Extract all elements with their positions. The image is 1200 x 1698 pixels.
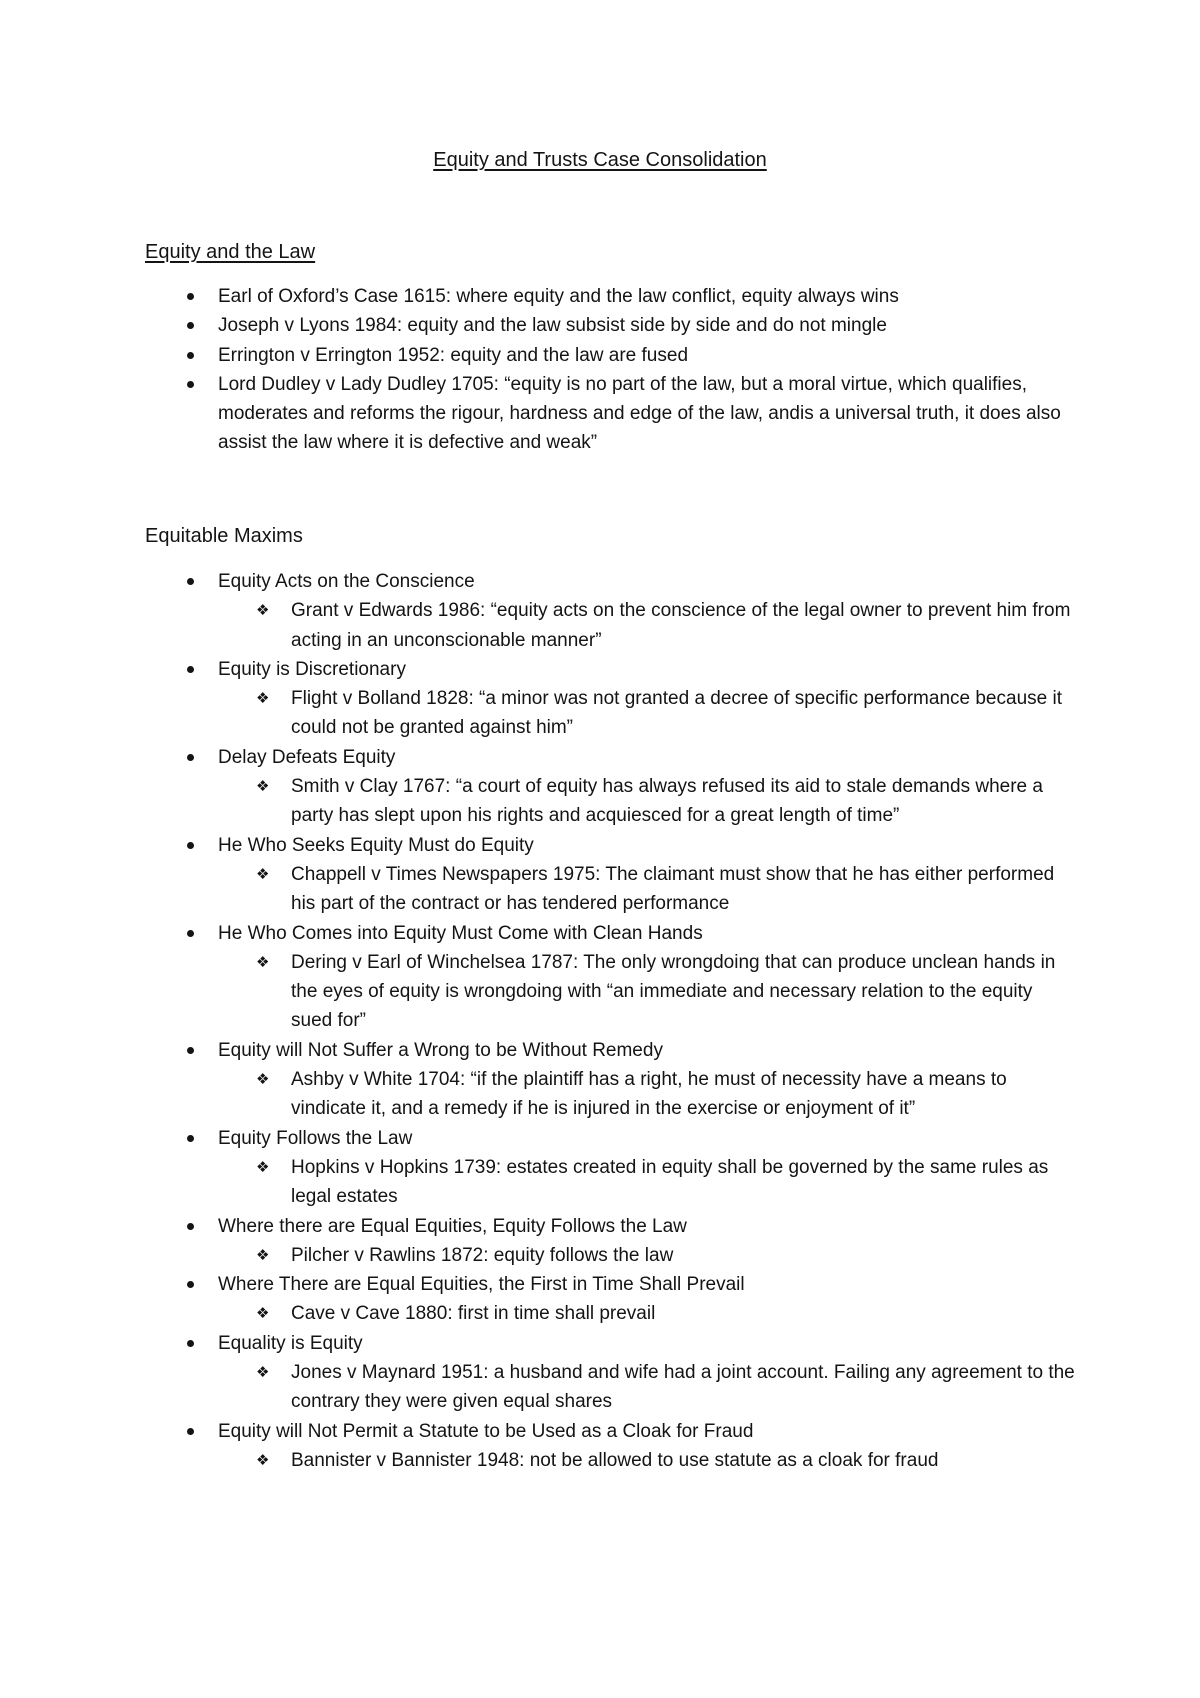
maxim-label: He Who Comes into Equity Must Come with Clean Hands	[218, 922, 703, 944]
diamond-icon: ❖	[256, 952, 270, 971]
case-text: Dering v Earl of Winchelsea 1787: The only wrongdoing that can produce unclean hands in the eyes of equity is wrongdoing with “an immediate and necessary relation to the equity sued for”	[291, 951, 1056, 1032]
equity-and-law-list	[0, 282, 1200, 458]
list-item-text: Errington v Errington 1952: equity and the law are fused	[218, 344, 689, 366]
page-title: Equity and Trusts Case Consolidation	[433, 149, 767, 171]
case-text: Grant v Edwards 1986: “equity acts on the conscience of the legal owner to prevent him from acting in an unconscionable manner”	[291, 600, 1071, 651]
maxim-item	[0, 1124, 1073, 1212]
maxim-item	[0, 743, 1073, 831]
maxim-item	[0, 919, 1073, 1036]
maxim-item	[0, 1212, 1073, 1271]
maxim-label: He Who Seeks Equity Must do Equity	[218, 834, 534, 856]
list-item-text: Lord Dudley v Lady Dudley 1705: “equity is no part of the law, but a moral virtue, which qualifies, moderates and reforms the rigour, hardness and edge of the law, andis a universal truth, it does also assist the law where it is defective and weak”	[218, 373, 1061, 454]
case-item	[0, 1299, 1076, 1328]
diamond-icon: ❖	[256, 1363, 270, 1382]
case-text: Smith v Clay 1767: “a court of equity has always refused its aid to stale demands where a party has slept upon his rights and acquiesced for a great length of time”	[291, 776, 1043, 827]
case-text: Pilcher v Rawlins 1872: equity follows the law	[291, 1244, 674, 1266]
maxim-label: Where there are Equal Equities, Equity Follows the Law	[218, 1215, 687, 1237]
section-heading-equity-and-the-law: Equity and the Law	[145, 241, 316, 263]
case-item	[0, 684, 1076, 743]
bullet-dot-icon	[187, 1428, 194, 1435]
maxim-item	[0, 1036, 1073, 1124]
case-item	[0, 1358, 1076, 1417]
list-item-text: Earl of Oxford’s Case 1615: where equity and the law conflict, equity always wins	[218, 286, 899, 307]
maxim-label: Delay Defeats Equity	[218, 746, 396, 768]
bullet-dot-icon	[187, 1340, 194, 1347]
diamond-icon: ❖	[256, 777, 270, 796]
case-text: Hopkins v Hopkins 1739: estates created in equity shall be governed by the same rules as legal estates	[291, 1156, 1049, 1208]
list-item	[0, 370, 1073, 458]
case-item	[0, 596, 1076, 655]
case-item	[0, 1241, 1076, 1270]
case-item	[0, 948, 1076, 1036]
list-item-text: Joseph v Lyons 1984: equity and the law subsist side by side and do not mingle	[218, 315, 887, 337]
case-text: Ashby v White 1704: “if the plaintiff has a right, he must of necessity have a means to vindicate it, and a remedy if he is injured in the exercise or enjoyment of it”	[291, 1069, 1007, 1120]
maxim-item	[0, 1329, 1073, 1417]
maxim-label: Where There are Equal Equities, the First in Time Shall Prevail	[218, 1274, 745, 1296]
bullet-dot-icon	[187, 754, 194, 761]
bullet-dot-icon	[187, 1135, 194, 1142]
case-text: Bannister v Bannister 1948: not be allowed to use statute as a cloak for fraud	[291, 1449, 939, 1471]
case-text: Flight v Bolland 1828: “a minor was not granted a decree of specific performance because it could not be granted against him”	[291, 688, 1062, 739]
bullet-dot-icon	[187, 293, 194, 300]
bullet-dot-icon	[187, 1223, 194, 1230]
maxim-label: Equity will Not Suffer a Wrong to be Without Remedy	[218, 1039, 663, 1061]
list-item	[0, 282, 1073, 311]
maxim-item	[0, 831, 1073, 919]
diamond-icon: ❖	[256, 689, 270, 708]
case-item	[0, 860, 1076, 919]
case-item	[0, 1065, 1076, 1124]
bullet-dot-icon	[187, 1281, 194, 1288]
section-heading-equitable-maxims: Equitable Maxims	[145, 525, 303, 547]
equitable-maxims-list	[0, 567, 1200, 1475]
case-text: Chappell v Times Newspapers 1975: The claimant must show that he has either performed his part of the contract or has tendered performance	[291, 863, 1055, 915]
maxim-label: Equality is Equity	[218, 1332, 363, 1354]
diamond-icon: ❖	[256, 1070, 270, 1089]
diamond-icon: ❖	[256, 864, 270, 883]
case-text: Jones v Maynard 1951: a husband and wife had a joint account. Failing any agreement to the contrary they were given equal shares	[291, 1362, 1075, 1413]
bullet-dot-icon	[187, 666, 194, 673]
list-item	[0, 311, 1073, 340]
diamond-icon: ❖	[256, 601, 270, 620]
maxim-item	[0, 655, 1073, 743]
maxim-item	[0, 1417, 1073, 1476]
case-item	[0, 772, 1076, 831]
maxim-item	[0, 1270, 1073, 1329]
diamond-icon: ❖	[256, 1450, 270, 1469]
case-item	[0, 1153, 1076, 1212]
bullet-dot-icon	[187, 930, 194, 937]
maxim-label: Equity Follows the Law	[218, 1127, 413, 1149]
maxim-item	[0, 567, 1073, 655]
list-item	[0, 341, 1073, 370]
diamond-icon: ❖	[256, 1157, 270, 1176]
bullet-dot-icon	[187, 842, 194, 849]
case-text: Cave v Cave 1880: first in time shall prevail	[291, 1303, 656, 1325]
case-item	[0, 1446, 1076, 1475]
maxim-label: Equity will Not Permit a Statute to be Used as a Cloak for Fraud	[218, 1420, 754, 1442]
diamond-icon: ❖	[256, 1304, 270, 1323]
bullet-dot-icon	[187, 1047, 194, 1054]
bullet-dot-icon	[187, 352, 194, 359]
diamond-icon: ❖	[256, 1245, 270, 1264]
maxim-label: Equity Acts on the Conscience	[218, 571, 475, 592]
bullet-dot-icon	[187, 322, 194, 329]
bullet-dot-icon	[187, 578, 194, 585]
bullet-dot-icon	[187, 381, 194, 388]
maxim-label: Equity is Discretionary	[218, 658, 406, 680]
